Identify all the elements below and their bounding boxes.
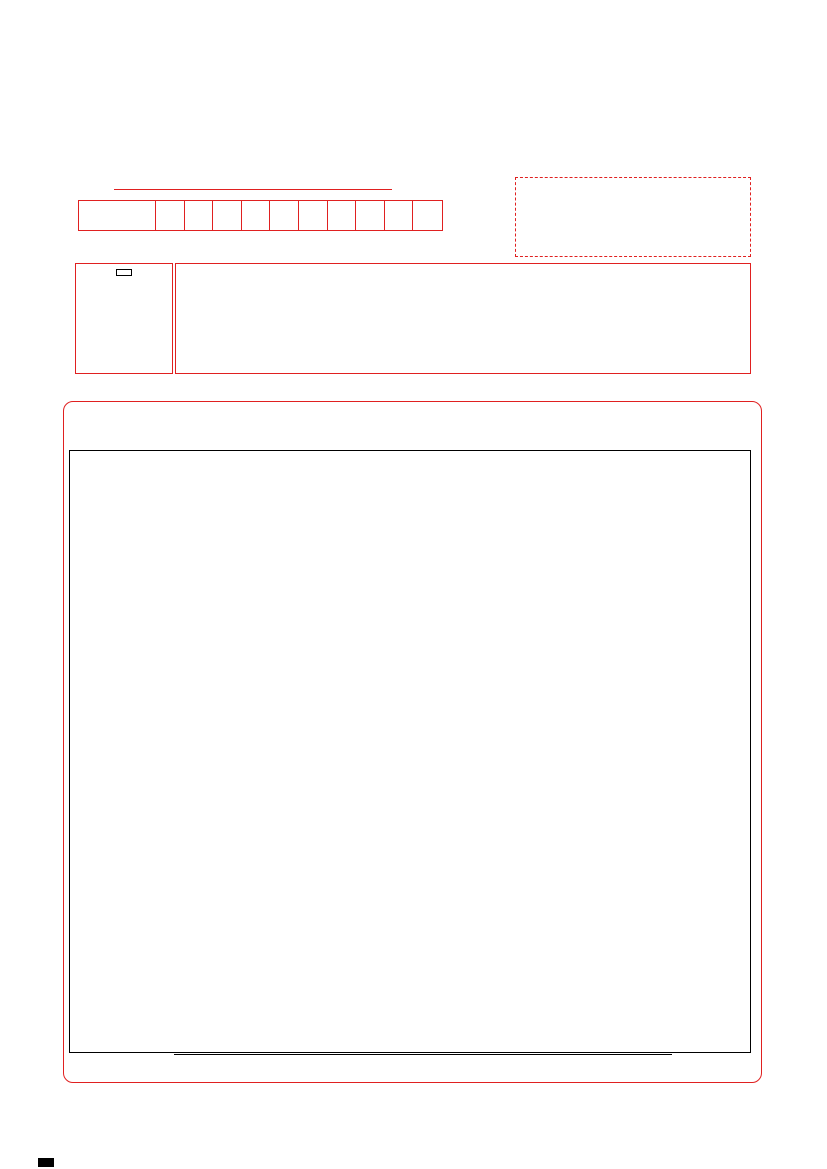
top-timing-marks [52, 45, 777, 59]
answer-region [69, 450, 751, 1053]
exam-id-cell[interactable] [156, 201, 185, 230]
exam-id-cell[interactable] [185, 201, 214, 230]
name-input-line[interactable] [114, 189, 392, 190]
exam-id-cell[interactable] [356, 201, 385, 230]
exam-id-cell[interactable] [413, 201, 442, 230]
exam-id-cell[interactable] [270, 201, 299, 230]
exam-id-label [79, 201, 156, 230]
notice-box [175, 263, 751, 374]
absent-checkbox[interactable] [116, 269, 132, 276]
barcode-area [515, 177, 751, 257]
exam-id-cell[interactable] [299, 201, 328, 230]
exam-id-row [78, 200, 443, 231]
left-timing-marks [38, 395, 54, 1143]
exam-id-cell[interactable] [242, 201, 271, 230]
bottom-timing-mark [38, 1158, 54, 1167]
exam-id-cell[interactable] [385, 201, 414, 230]
exam-id-cell[interactable] [213, 201, 242, 230]
exam-id-cell[interactable] [328, 201, 357, 230]
absent-text [76, 276, 172, 280]
answer-region-underline [174, 1053, 672, 1055]
absent-mark-box [75, 263, 173, 374]
